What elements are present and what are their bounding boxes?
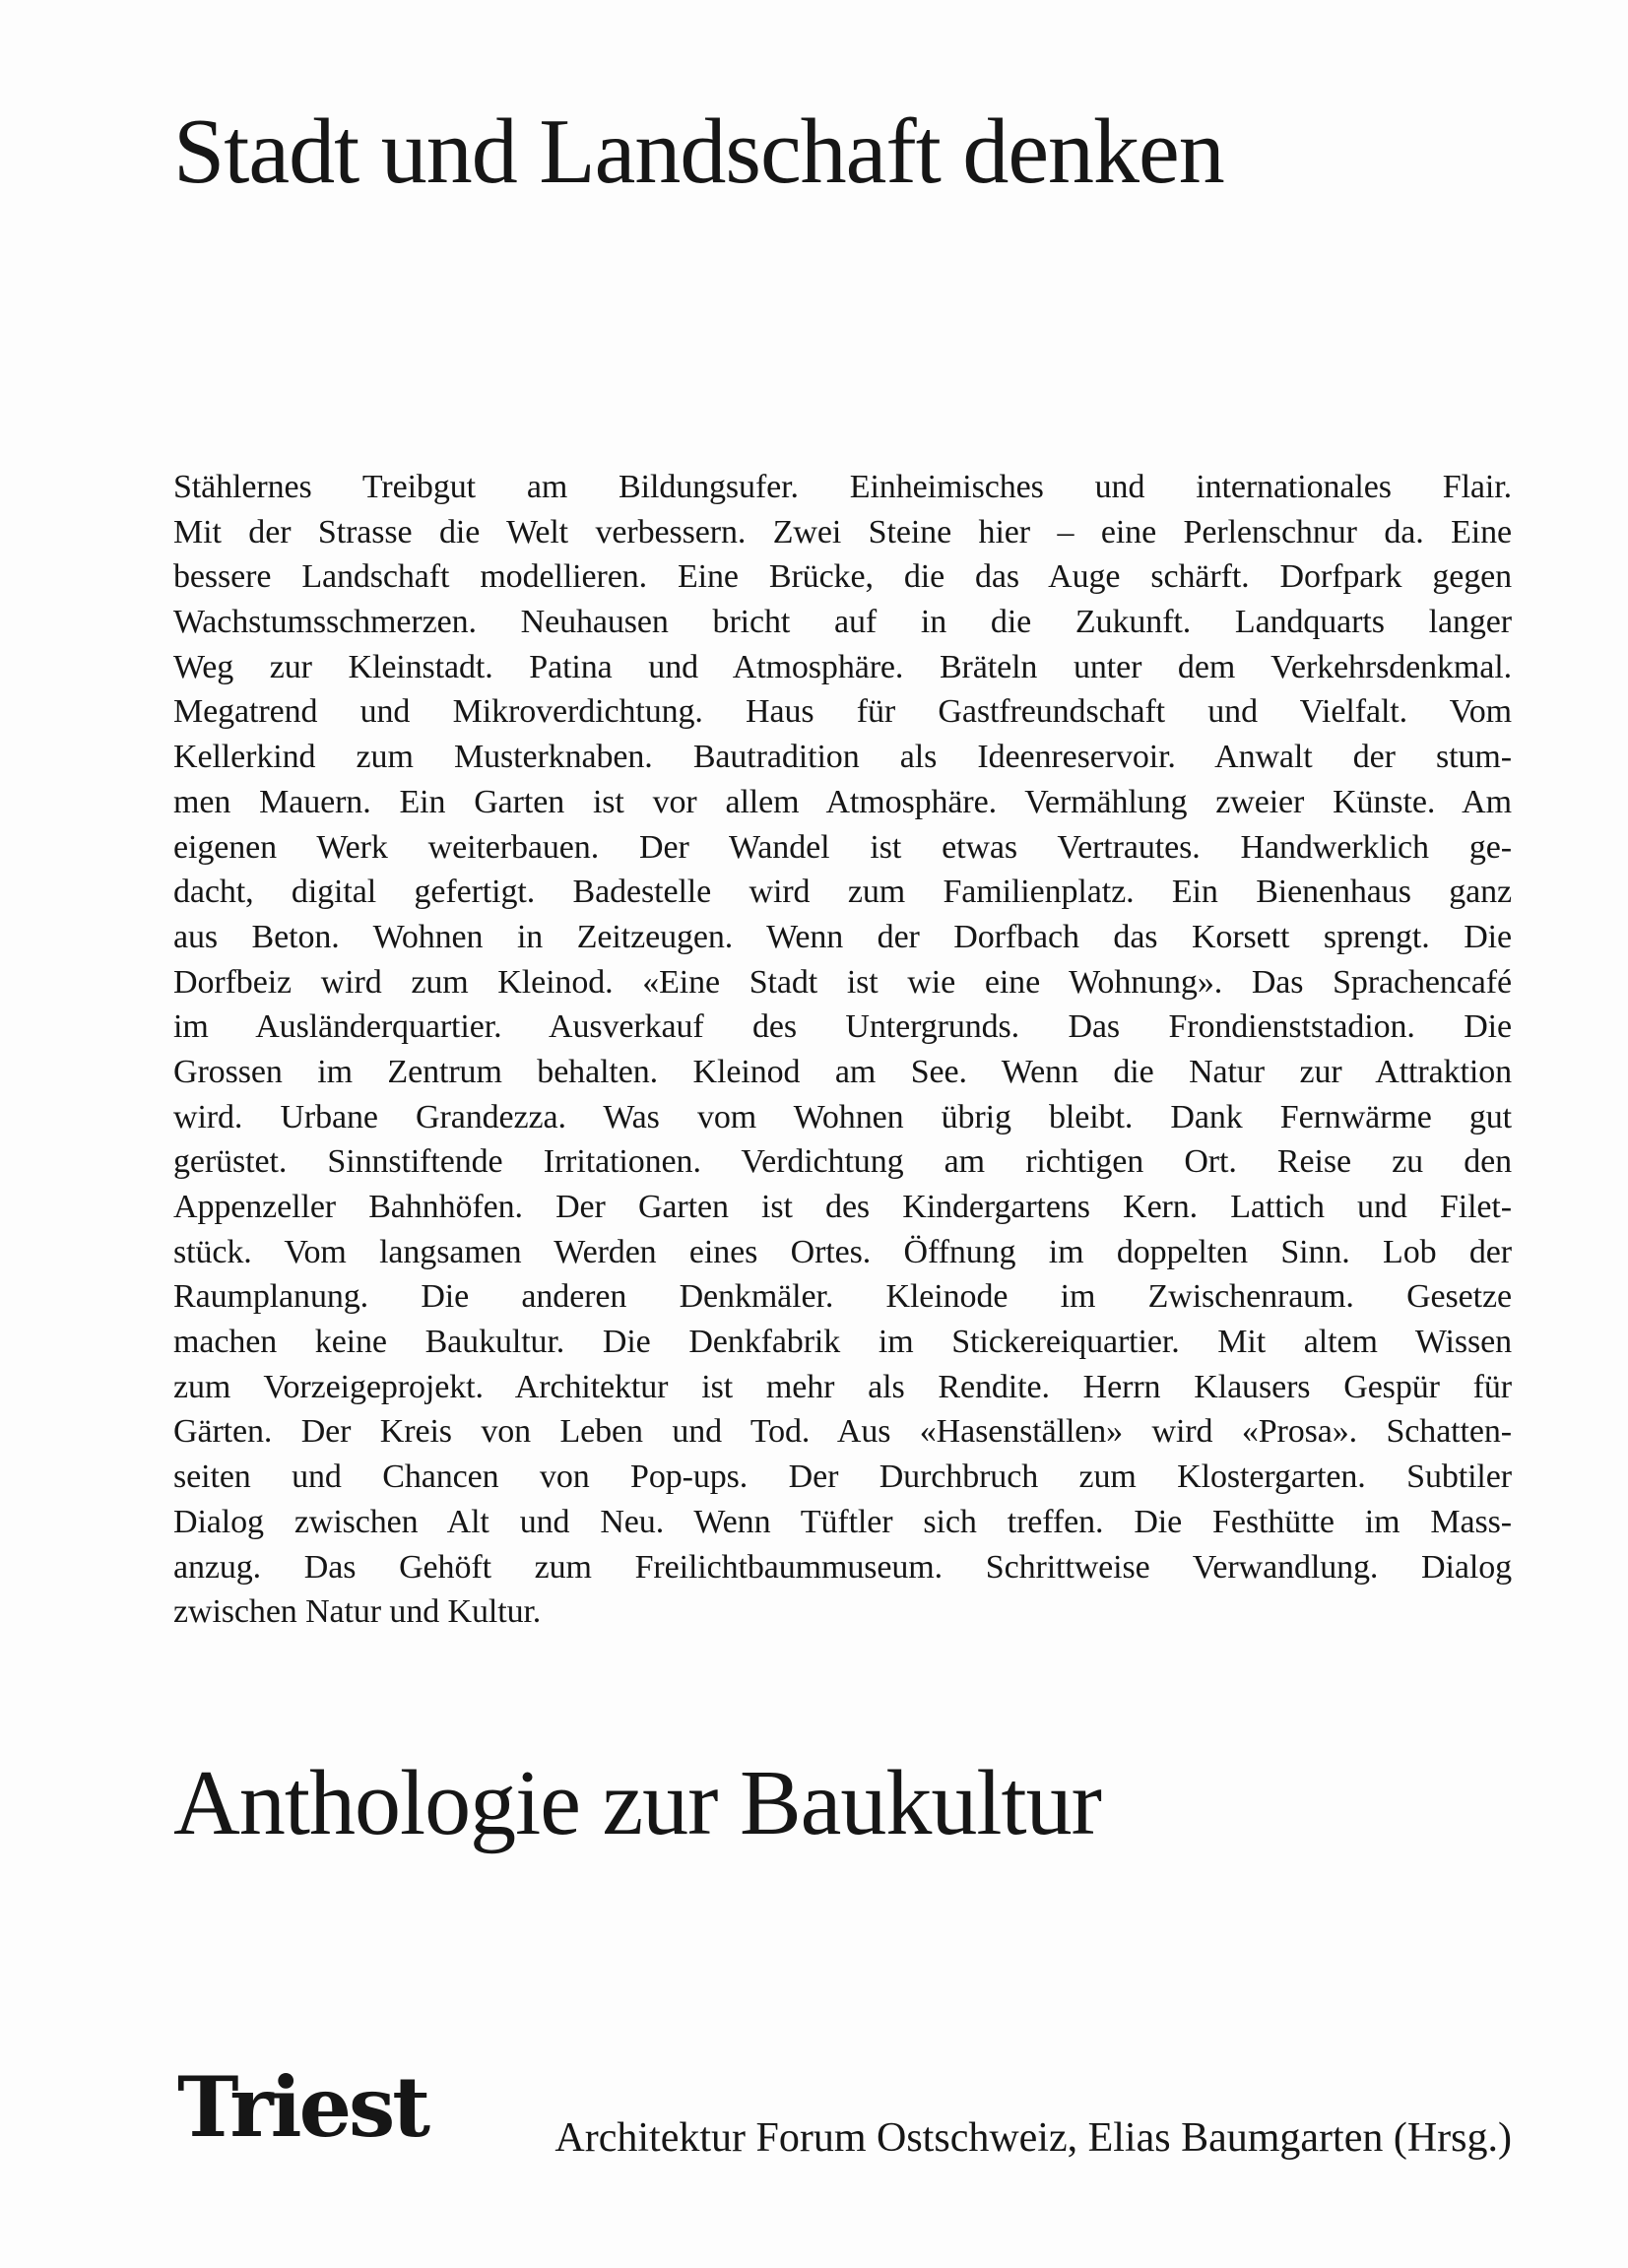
- blurb-line: eigenen Werk weiterbauen. Der Wandel ist etwas Vertrautes. Handwerklich ge-: [173, 828, 1512, 866]
- page-title: Stadt und Landschaft denken: [173, 99, 1224, 203]
- blurb-line: Dialog zwischen Alt und Neu. Wenn Tüftler sich treffen. Die Festhütte im Mass-: [173, 1503, 1512, 1540]
- blurb-line: bessere Landschaft modellieren. Eine Brücke, die das Auge schärft. Dorfpark gegen: [173, 558, 1512, 596]
- blurb-line: seiten und Chancen von Pop-ups. Der Durchbruch zum Klostergarten. Subtiler: [173, 1458, 1512, 1496]
- blurb-line: dacht, digital gefertigt. Badestelle wird zum Familienplatz. Ein Bienenhaus ganz: [173, 874, 1512, 911]
- blurb-paragraph: [173, 465, 1512, 1635]
- blurb-line: Megatrend und Mikroverdichtung. Haus für Gastfreundschaft und Vielfalt. Vom: [173, 693, 1512, 731]
- blurb-line: Grossen im Zentrum behalten. Kleinod am See. Wenn die Natur zur Attraktion: [173, 1053, 1512, 1090]
- blurb-line: men Mauern. Ein Garten ist vor allem Atmosphäre. Vermählung zweier Künste. Am: [173, 783, 1512, 820]
- blurb-line: machen keine Baukultur. Die Denkfabrik im Stickereiquartier. Mit altem Wissen: [173, 1324, 1512, 1361]
- blurb-line: aus Beton. Wohnen in Zeitzeugen. Wenn der Dorfbach das Korsett sprengt. Die: [173, 918, 1512, 955]
- blurb-line: im Ausländerquartier. Ausverkauf des Untergrunds. Das Frondienststadion. Die: [173, 1008, 1512, 1046]
- page-subtitle: Anthologie zur Baukultur: [173, 1752, 1101, 1855]
- blurb-line: stück. Vom langsamen Werden eines Ortes. Öffnung im doppelten Sinn. Lob der: [173, 1233, 1512, 1270]
- blurb-line: Mit der Strasse die Welt verbessern. Zwei Steine hier – eine Perlenschnur da. Eine: [173, 513, 1512, 551]
- blurb-line: Dorfbeiz wird zum Kleinod. «Eine Stadt ist wie eine Wohnung». Das Sprachencafé: [173, 963, 1512, 1001]
- blurb-line: wird. Urbane Grandezza. Was vom Wohnen übrig bleibt. Dank Fernwärme gut: [173, 1098, 1512, 1135]
- blurb-line: Kellerkind zum Musterknaben. Bautradition als Ideenreservoir. Anwalt der stum-: [173, 739, 1512, 776]
- blurb-line: Raumplanung. Die anderen Denkmäler. Kleinode im Zwischenraum. Gesetze: [173, 1278, 1512, 1316]
- blurb-line: zum Vorzeigeprojekt. Architektur ist mehr als Rendite. Herrn Klausers Gespür für: [173, 1368, 1512, 1405]
- blurb-line: anzug. Das Gehöft zum Freilichtbaummuseum. Schrittweise Verwandlung. Dialog: [173, 1548, 1512, 1586]
- blurb-line: Gärten. Der Kreis von Leben und Tod. Aus «Hasenställen» wird «Prosa». Schatten-: [173, 1413, 1512, 1451]
- blurb-line: Wachstumsschmerzen. Neuhausen bricht auf in die Zukunft. Landquarts langer: [173, 604, 1512, 641]
- blurb-line: Appenzeller Bahnhöfen. Der Garten ist des Kindergartens Kern. Lattich und Filet-: [173, 1189, 1512, 1225]
- blurb-line: gerüstet. Sinnstiftende Irritationen. Verdichtung am richtigen Ort. Reise zu den: [173, 1143, 1512, 1181]
- blurb-line: Stählernes Treibgut am Bildungsufer. Einheimisches und internationales Flair.: [173, 469, 1512, 505]
- blurb-line: Weg zur Kleinstadt. Patina und Atmosphäre. Bräteln unter dem Verkehrsdenkmal.: [173, 648, 1512, 685]
- editors-byline: Architektur Forum Ostschweiz, Elias Baumgarten (Hrsg.): [554, 2115, 1512, 2161]
- publisher-logo: Triest: [177, 2058, 428, 2156]
- blurb-line: zwischen Natur und Kultur.: [173, 1593, 542, 1631]
